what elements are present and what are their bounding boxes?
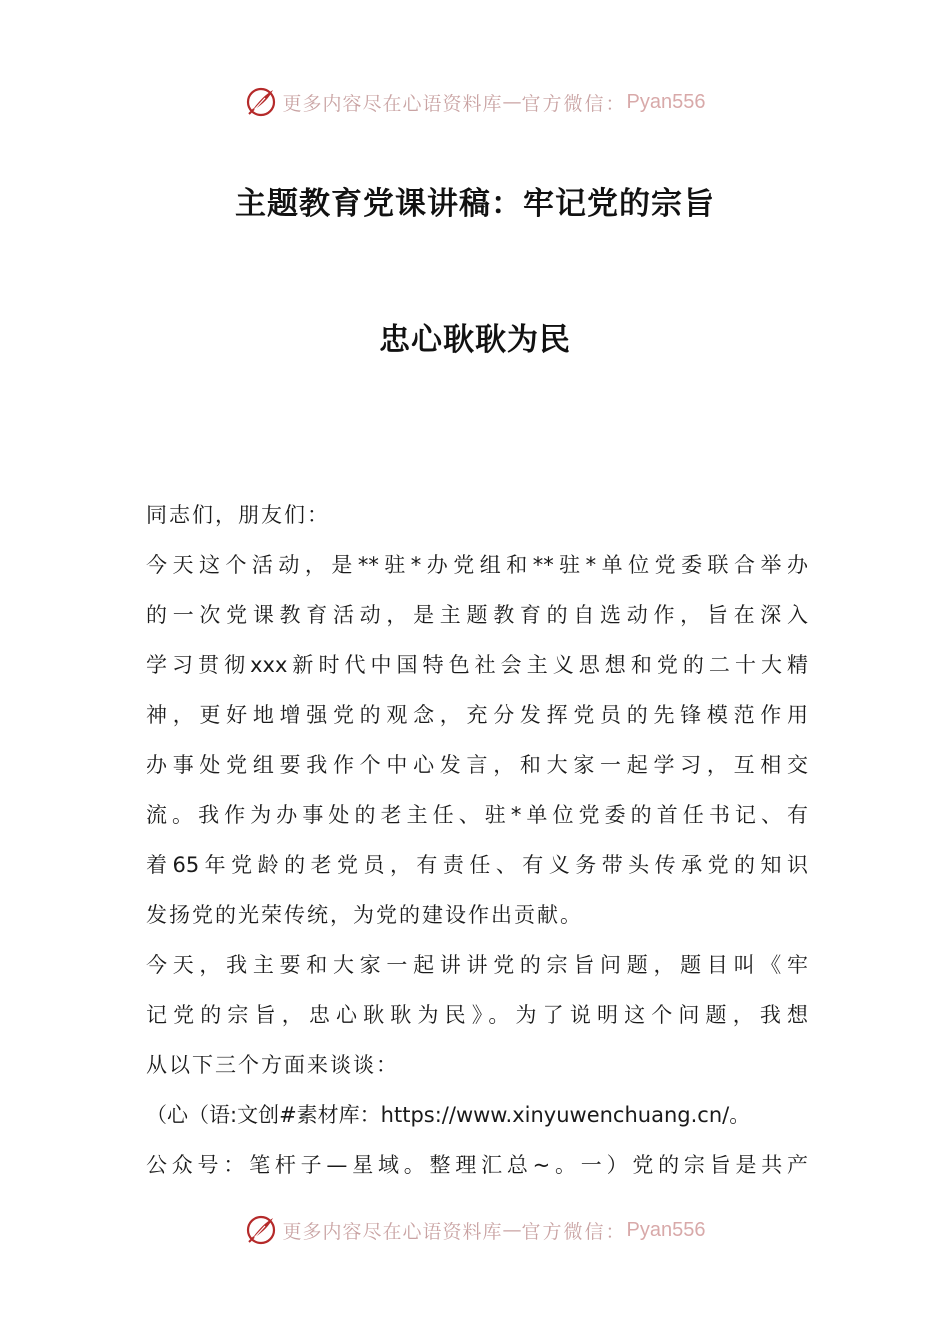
body-line: 学习贯彻xxx新时代中国特色社会主义思想和党的二十大精 — [146, 653, 808, 677]
body-line: 同志们，朋友们： — [146, 503, 330, 527]
footer-banner-text: 更多内容尽在心语资料库 — [282, 1220, 503, 1243]
body-line: 从以下三个方面来谈谈： — [146, 1053, 399, 1077]
header-banner-separator: — — [502, 91, 522, 113]
header-wechat-label: 官方微信： — [521, 92, 627, 115]
body-line: 发扬党的光荣传统，为党的建设作出贡献。 — [146, 903, 583, 927]
body-line: 公众号：笔杆子—星域。整理汇总~。一）党的宗旨是共产 — [146, 1153, 808, 1177]
footer-wechat-id: Pyan556 — [626, 1218, 706, 1241]
document-title: 主题教育党课讲稿：牢记党的宗旨 — [235, 186, 715, 222]
header-wechat-id: Pyan556 — [626, 90, 706, 113]
document-body — [146, 490, 808, 1190]
body-line: 办事处党组要我作个中心发言，和大家一起学习，互相交 — [146, 753, 808, 777]
footer-banner — [0, 1210, 950, 1250]
footer-wechat-label: 官方微信： — [521, 1220, 627, 1243]
document-subtitle: 忠心耿耿为民 — [379, 322, 571, 358]
body-line: 着65年党龄的老党员，有责任、有义务带头传承党的知识 — [146, 853, 808, 877]
header-banner — [0, 82, 950, 122]
quill-logo-icon — [245, 86, 277, 118]
body-line-link: （心（语:文创#素材库：https://www.xinyuwenchuang.cn/。 — [146, 1103, 751, 1127]
header-banner-text: 更多内容尽在心语资料库 — [282, 92, 503, 115]
body-line: 记党的宗旨，忠心耿耿为民》。为了说明这个问题，我想 — [146, 1003, 808, 1027]
quill-logo-icon — [245, 1214, 277, 1246]
body-line: 今天这个活动，是**驻*办党组和**驻*单位党委联合举办 — [146, 553, 808, 577]
body-line: 今天，我主要和大家一起讲讲党的宗旨问题，题目叫《牢 — [146, 953, 808, 977]
body-line: 神，更好地增强党的观念，充分发挥党员的先锋模范作用 — [146, 703, 808, 727]
body-line: 的一次党课教育活动，是主题教育的自选动作，旨在深入 — [146, 603, 808, 627]
footer-banner-separator: — — [502, 1219, 522, 1241]
body-line: 流。我作为办事处的老主任、驻*单位党委的首任书记、有 — [146, 803, 808, 827]
